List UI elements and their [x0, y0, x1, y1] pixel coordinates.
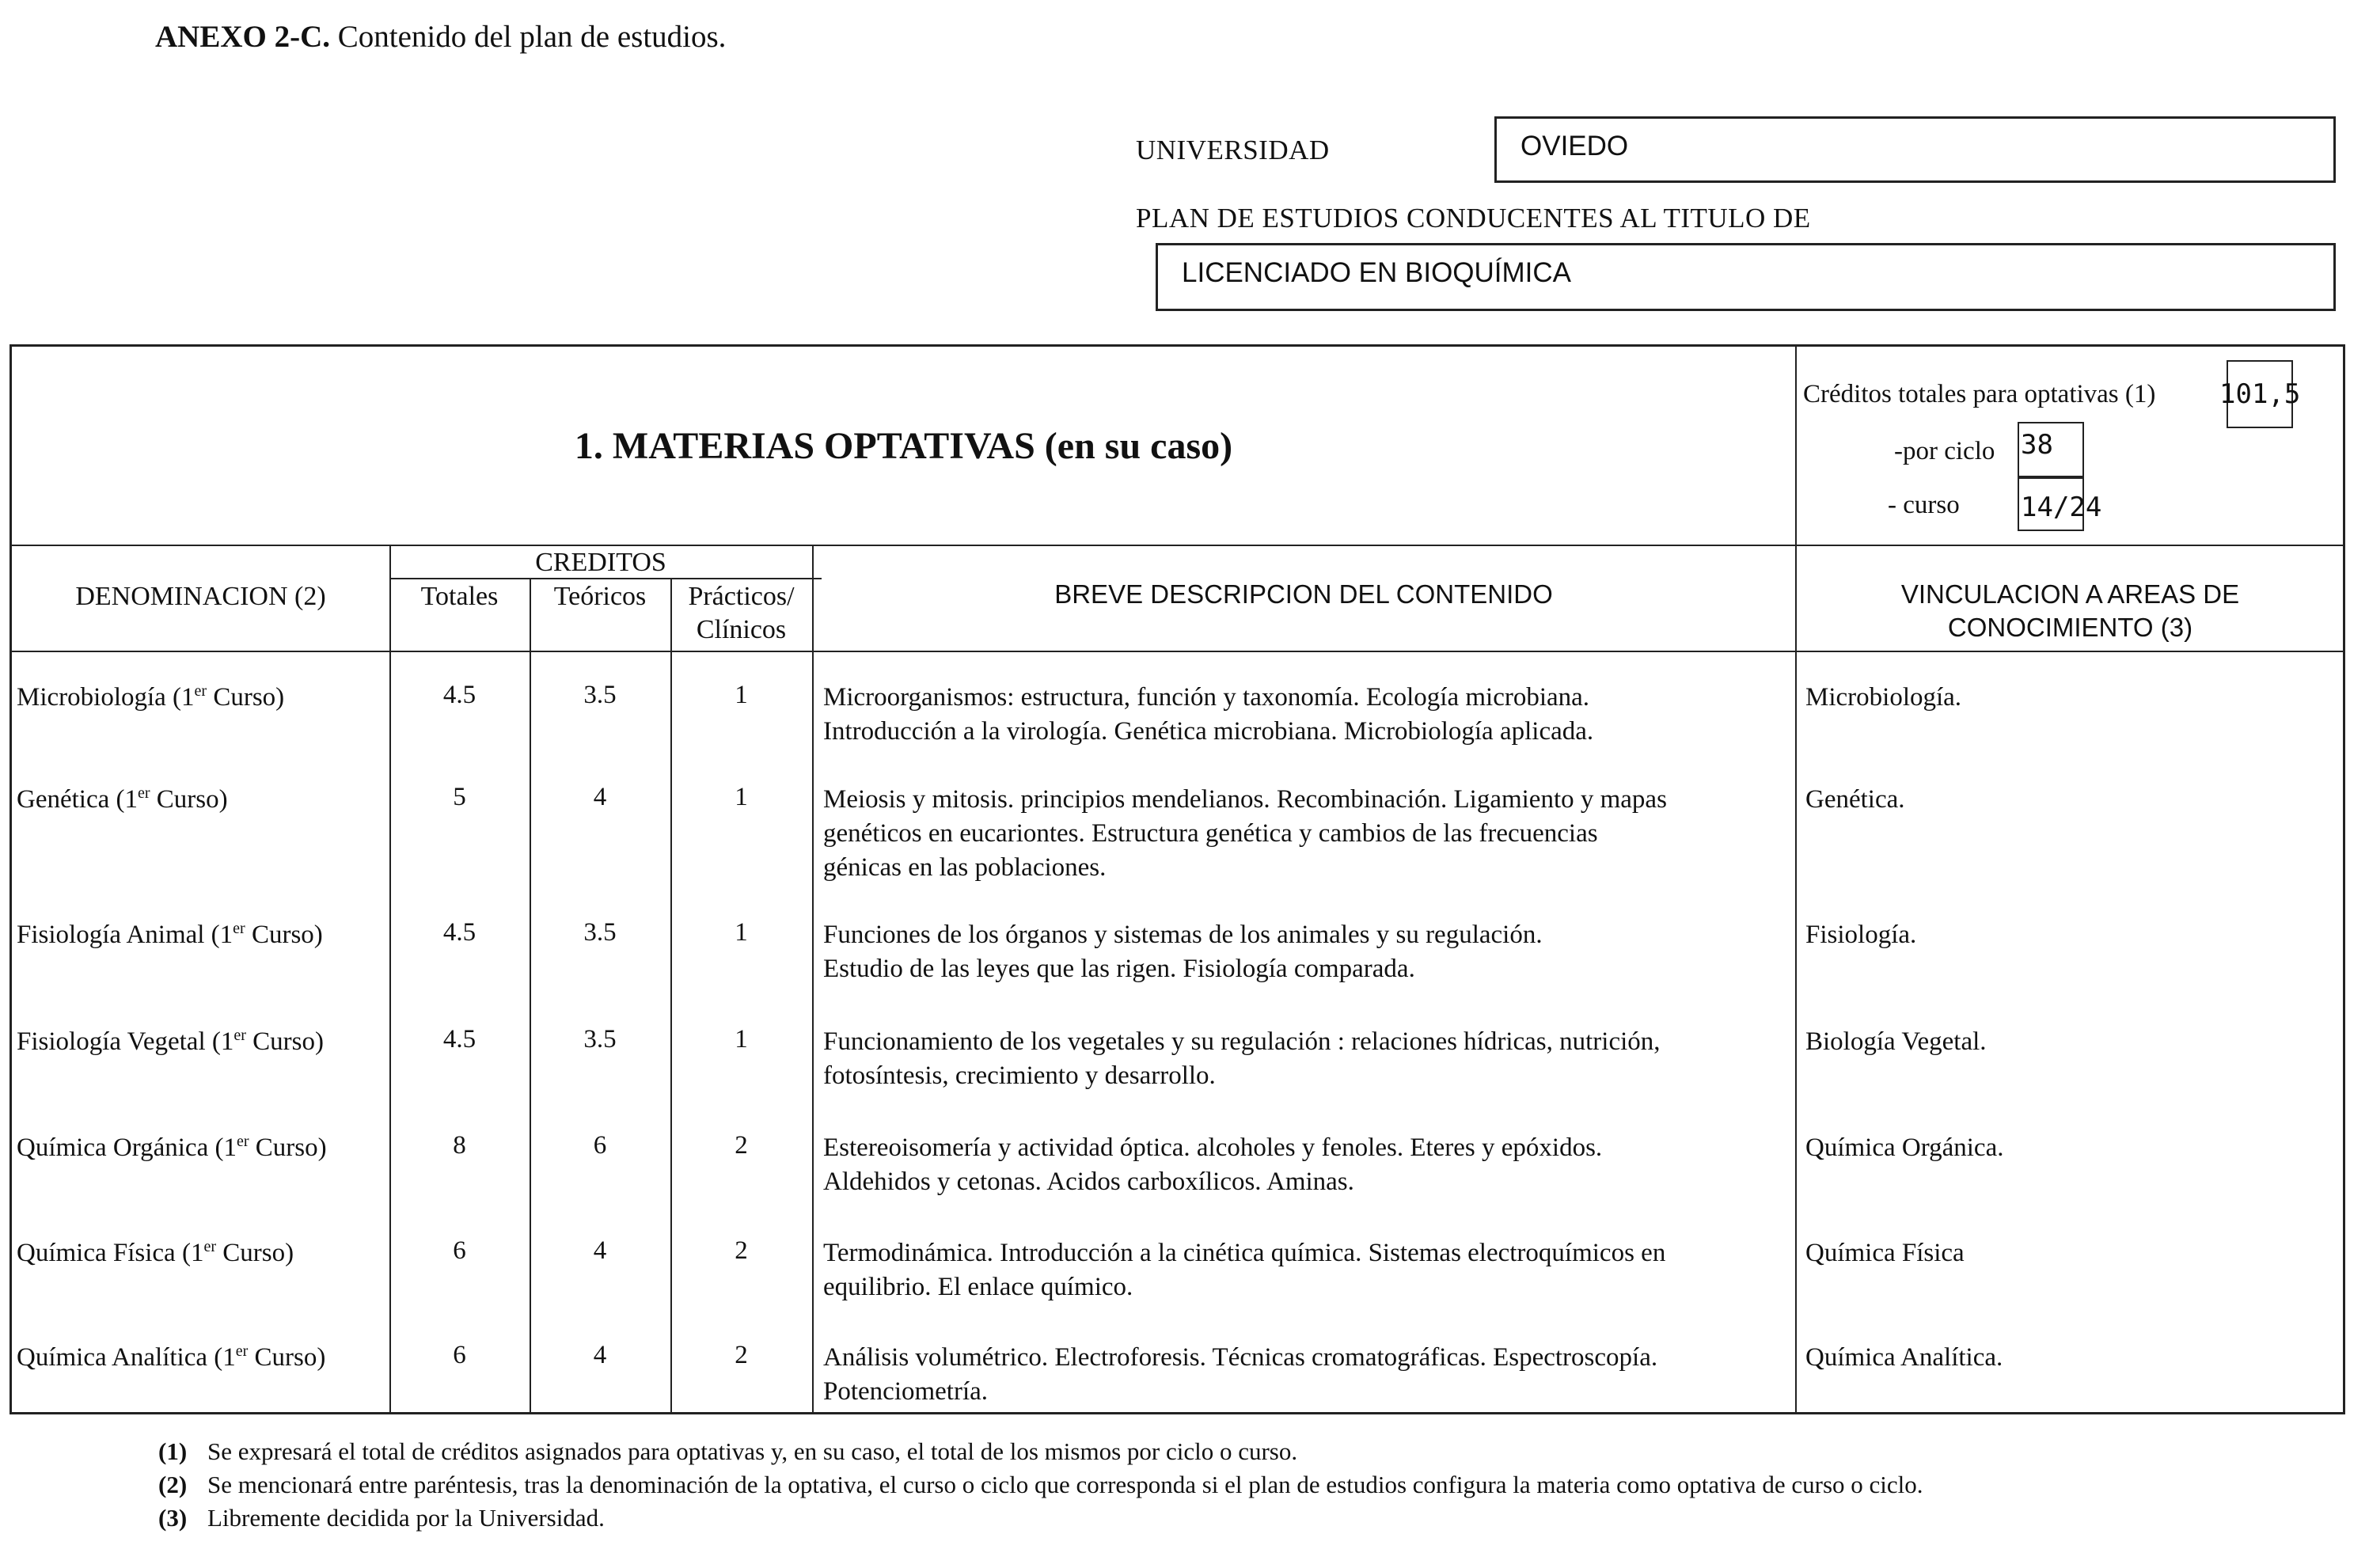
descripcion-line: Potenciometría. — [823, 1377, 989, 1406]
header-practicos — [670, 580, 812, 647]
universidad-field — [1494, 116, 2336, 183]
area-conocimiento: Fisiología. — [1805, 921, 1917, 949]
materia-name — [17, 681, 389, 715]
header-practicos-line2: Clínicos — [696, 615, 787, 644]
descripcion-line: Funcionamiento de los vegetales y su regulación : relaciones hídricas, nutrición, — [823, 1027, 1661, 1056]
area-conocimiento: Biología Vegetal. — [1805, 1027, 1987, 1056]
creditos-practicos: 1 — [735, 918, 748, 947]
header-vinculacion-line2: CONOCIMIENTO (3) — [1947, 613, 2193, 642]
header-teoricos: Teóricos — [553, 582, 647, 611]
curso-text: Curso) — [248, 1343, 326, 1372]
creditos-teoricos: 3.5 — [583, 681, 617, 709]
curso-ordinal: er — [233, 920, 245, 937]
materia-name — [17, 1236, 389, 1270]
footnote — [158, 1468, 2295, 1502]
curso-text: Curso) — [216, 1239, 294, 1267]
materia-name — [17, 1131, 389, 1165]
descripcion — [823, 783, 1793, 885]
descripcion — [823, 1236, 1793, 1304]
descripcion-line: equilibrio. El enlace químico. — [823, 1273, 1133, 1301]
plan-label: PLAN DE ESTUDIOS CONDUCENTES AL TITULO DE — [1136, 203, 1811, 233]
materia-name-text: Química Analítica (1 — [17, 1343, 236, 1372]
curso-text: Curso) — [150, 785, 228, 814]
curso-label: - curso — [1888, 491, 1960, 519]
creditos-totales: 4.5 — [442, 1025, 476, 1054]
divider — [12, 545, 2345, 546]
materia-name-text: Fisiología Vegetal (1 — [17, 1027, 234, 1056]
document-heading — [155, 19, 726, 55]
titulo-value: LICENCIADO EN BIOQUÍMICA — [1182, 257, 1572, 288]
materia-name — [17, 783, 389, 817]
header-creditos: CREDITOS — [535, 548, 666, 577]
por-ciclo-value: 38 — [2021, 429, 2053, 461]
titulo-field — [1156, 243, 2336, 311]
descripcion-line: Estereoisomería y actividad óptica. alcoholes y fenoles. Eteres y epóxidos. — [823, 1133, 1603, 1162]
creditos-totales: 6 — [453, 1341, 466, 1369]
descripcion-line: genéticos en eucariontes. Estructura genética y cambios de las frecuencias — [823, 819, 1598, 848]
creditos-teoricos: 4 — [593, 783, 607, 811]
curso-ordinal: er — [138, 784, 150, 802]
descripcion — [823, 681, 1793, 749]
curso-text: Curso) — [207, 683, 285, 712]
descripcion-line: Aldehidos y cetonas. Acidos carboxílicos. Aminas. — [823, 1167, 1354, 1196]
descripcion-line: génicas en las poblaciones. — [823, 853, 1107, 882]
universidad-label: UNIVERSIDAD — [1136, 135, 1330, 165]
materia-name-text: Química Orgánica (1 — [17, 1133, 237, 1162]
footnote-number: (3) — [158, 1504, 188, 1532]
descripcion — [823, 1131, 1793, 1199]
footnote — [158, 1502, 2295, 1535]
creditos-totales: 5 — [453, 783, 466, 811]
footnote-text: Libremente decidida por la Universidad. — [207, 1504, 605, 1532]
curso-text: Curso) — [249, 1133, 327, 1162]
curso-ordinal: er — [203, 1238, 216, 1255]
curso-ordinal: er — [233, 1027, 246, 1044]
divider — [389, 545, 391, 1414]
footnote-number: (2) — [158, 1471, 188, 1498]
area-conocimiento: Química Analítica. — [1805, 1343, 2003, 1372]
footnotes — [158, 1435, 2295, 1535]
creditos-practicos: 2 — [735, 1131, 748, 1160]
descripcion-line: Termodinámica. Introducción a la cinética química. Sistemas electroquímicos en — [823, 1239, 1666, 1267]
descripcion — [823, 1341, 1793, 1409]
materia-name-text: Química Física (1 — [17, 1239, 204, 1267]
creditos-practicos: 1 — [735, 783, 748, 811]
area-conocimiento: Química Física — [1805, 1239, 1965, 1267]
anexo-subtitle: Contenido del plan de estudios. — [337, 20, 727, 54]
curso-ordinal: er — [235, 1342, 249, 1360]
materia-name-text: Genética (1 — [17, 785, 138, 814]
materia-name-text: Microbiología (1 — [17, 683, 195, 712]
creditos-teoricos: 4 — [593, 1236, 607, 1265]
curso-text: Curso) — [245, 1027, 325, 1056]
header-denominacion: DENOMINACION (2) — [75, 582, 326, 611]
creditos-totales: 4.5 — [442, 918, 476, 947]
creditos-practicos: 2 — [735, 1341, 748, 1369]
descripcion-line: Introducción a la virología. Genética microbiana. Microbiología aplicada. — [823, 717, 1594, 746]
creditos-practicos: 2 — [735, 1236, 748, 1265]
footnote-number: (1) — [158, 1437, 188, 1465]
header-descripcion: BREVE DESCRIPCION DEL CONTENIDO — [1054, 579, 1553, 609]
descripcion-line: Análisis volumétrico. Electroforesis. Técnicas cromatográficas. Espectroscopía. — [823, 1343, 1658, 1372]
creditos-teoricos: 6 — [593, 1131, 607, 1160]
creditos-teoricos: 3.5 — [583, 1025, 617, 1054]
descripcion-line: Microorganismos: estructura, función y taxonomía. Ecología microbiana. — [823, 683, 1590, 712]
area-conocimiento: Microbiología. — [1805, 683, 1962, 712]
materia-name — [17, 1341, 389, 1375]
creditos-totales: 8 — [453, 1131, 466, 1160]
creditos-practicos: 1 — [735, 681, 748, 709]
materia-name-text: Fisiología Animal (1 — [17, 921, 233, 949]
descripcion — [823, 918, 1793, 986]
materia-name — [17, 1025, 389, 1059]
header-vinculacion — [1795, 578, 2345, 644]
descripcion — [823, 1025, 1793, 1093]
descripcion-line: Funciones de los órganos y sistemas de los animales y su regulación. — [823, 921, 1543, 949]
curso-ordinal: er — [194, 682, 207, 700]
por-ciclo-box — [2018, 422, 2084, 477]
creditos-totales: 4.5 — [442, 681, 476, 709]
creditos-totales-label: Créditos totales para optativas (1) — [1803, 380, 2156, 408]
header-totales: Totales — [420, 582, 499, 611]
divider — [812, 545, 814, 1414]
creditos-teoricos: 4 — [593, 1341, 607, 1369]
materias-optativas-table — [9, 344, 2345, 1414]
descripcion-line: Estudio de las leyes que las rigen. Fisiología comparada. — [823, 955, 1415, 983]
materia-name — [17, 918, 389, 952]
footnote — [158, 1435, 2295, 1468]
divider — [12, 651, 2345, 652]
creditos-teoricos: 3.5 — [583, 918, 617, 947]
divider — [1795, 347, 1797, 1414]
creditos-total-value: 101,5 — [2219, 378, 2301, 410]
curso-value: 14/24 — [2021, 492, 2102, 523]
footnote-text: Se mencionará entre paréntesis, tras la denominación de la optativa, el curso o ciclo que corresponda si el plan de estudios configura la materia como optativa de curso o ciclo. — [207, 1471, 1923, 1498]
por-ciclo-label: -por ciclo — [1894, 437, 1995, 465]
header-practicos-line1: Prácticos/ — [688, 582, 795, 611]
descripcion-line: fotosíntesis, crecimiento y desarrollo. — [823, 1061, 1216, 1090]
area-conocimiento: Química Orgánica. — [1805, 1133, 2004, 1162]
header-vinculacion-line1: VINCULACION A AREAS DE — [1900, 579, 2240, 609]
curso-ordinal: er — [236, 1133, 249, 1150]
section-title: 1. MATERIAS OPTATIVAS (en su caso) — [574, 424, 1233, 467]
universidad-value: OVIEDO — [1520, 131, 1629, 161]
creditos-practicos: 1 — [735, 1025, 748, 1054]
area-conocimiento: Genética. — [1805, 785, 1905, 814]
descripcion-line: Meiosis y mitosis. principios mendelianos. Recombinación. Ligamiento y mapas — [823, 785, 1667, 814]
anexo-label: ANEXO 2-C. — [155, 20, 330, 54]
curso-text: Curso) — [245, 921, 323, 949]
footnote-text: Se expresará el total de créditos asignados para optativas y, en su caso, el total de los mismos por ciclo o curso. — [207, 1437, 1298, 1465]
creditos-totales: 6 — [453, 1236, 466, 1265]
